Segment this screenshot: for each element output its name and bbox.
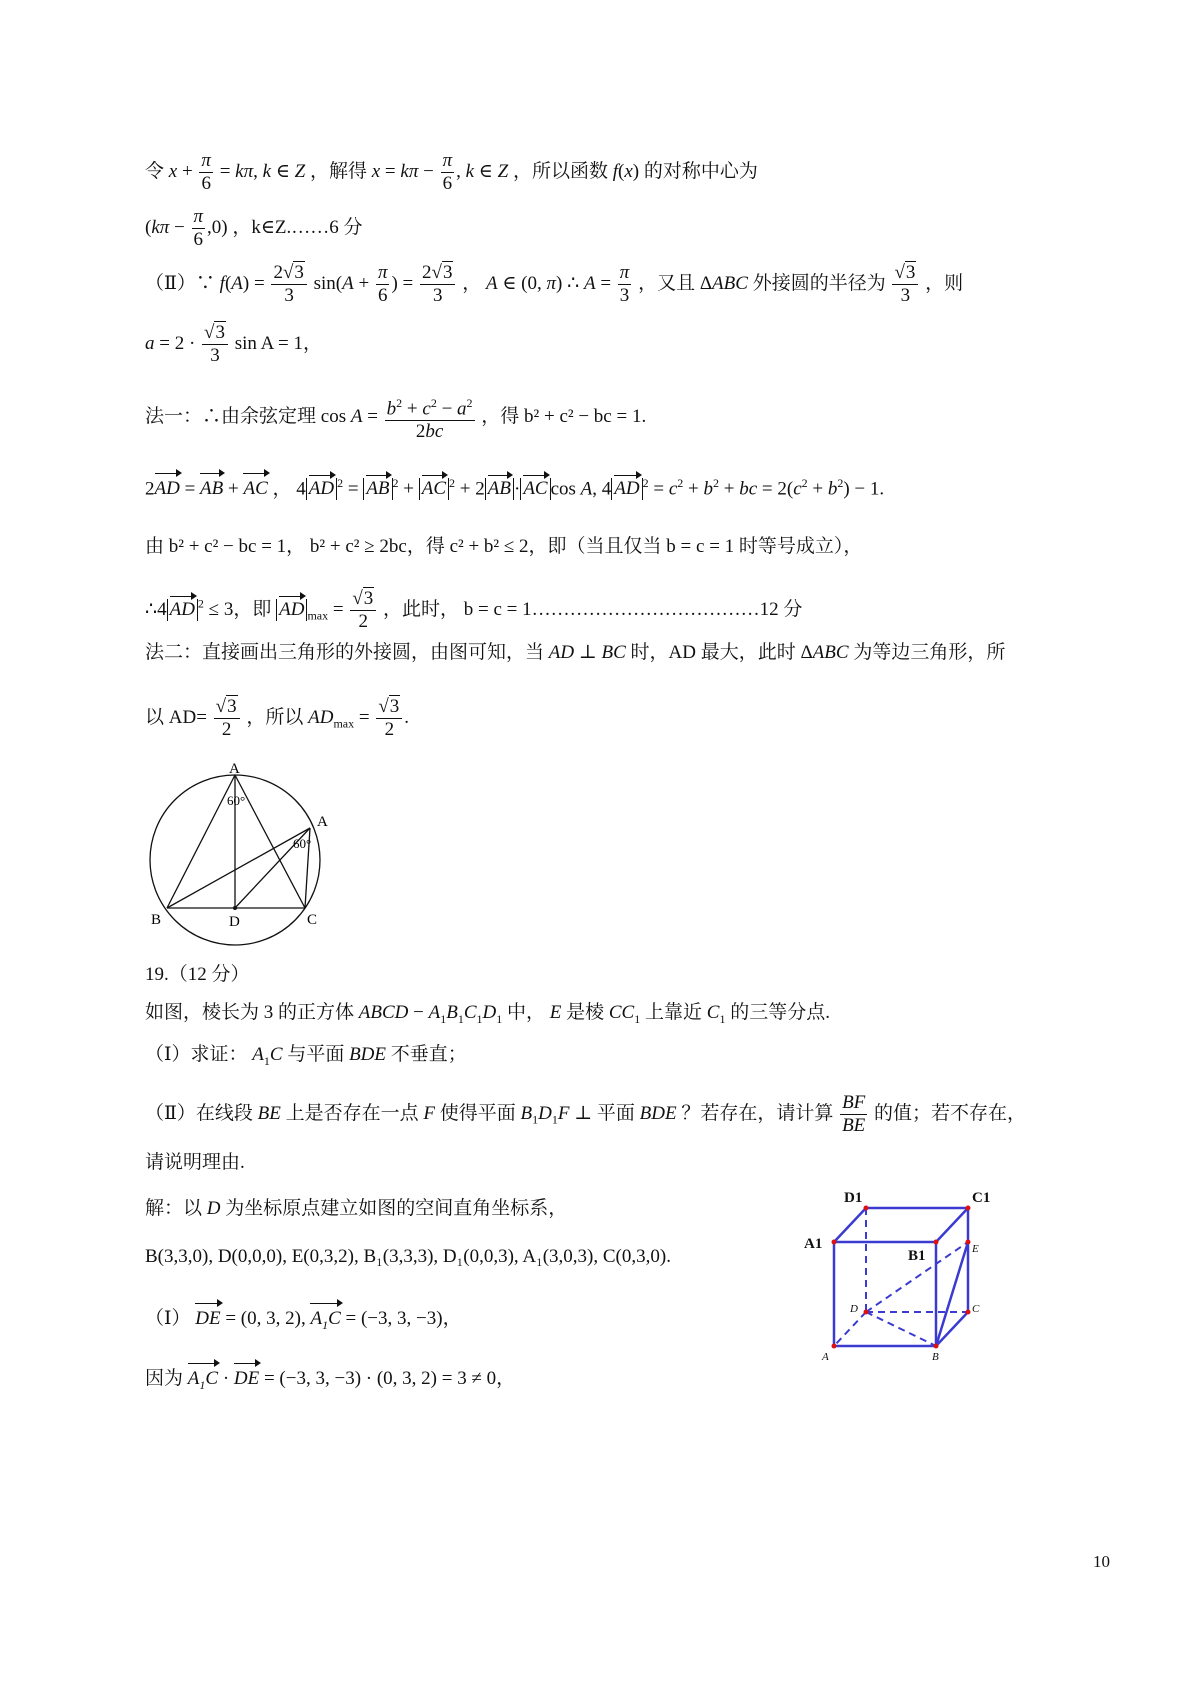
line-inequality: 由 b² + c² − bc = 1， b² + c² ≥ 2bc，得 c² + b² ≤ 2，即（当且仅当 b = c = 1 时等号成立）， (145, 536, 863, 557)
label-b1: B1 (908, 1248, 926, 1264)
line-side-a: a = 2 · $\frac{√3}{3}$ sin A = 1， (145, 322, 322, 366)
q19-statement: 如图，棱长为 3 的正方体 ABCD − $A_1B_1C_1D_1$ 中， E 是棱 $CC_1$ 上靠近 $C_1$ 的三等分点. (145, 1002, 830, 1026)
q19-part1: （Ⅰ）求证： $A_1C$ 与平面 BDE 不垂直； (145, 1044, 467, 1068)
solution-dot-product: 因为 $A_1C$ · DE = (−3, 3, −3) · (0, 3, 2) = 3 ≠ 0， (145, 1366, 515, 1398)
label-d: D (229, 914, 240, 930)
line-symmetry-center: 令 x + $\frac{\pi}{6}$ = kπ, k ∈ Z ，解得 x = kπ − $\frac{\pi}{6}$ , k ∈ Z ，所以函数 f(x) 的对称中心为 (145, 150, 758, 194)
line-ad-max: ∴4 AD $^2$ ≤ 3，即 AD $_{max}$ = $\frac{√3}{2}$ ，此时， b = c = 1………………………………12 分 (145, 588, 803, 632)
angle-60-right: 60° (293, 836, 312, 851)
q19-part2: （Ⅱ）在线段 BE 上是否存在一点 F 使得平面 $B_1D_1F$ ⊥ 平面 BDE ？若存在，请计算 $\frac{BF}{BE}$ 的值；若不存在， (145, 1092, 1027, 1136)
line-method1-cosine: 法一：∴由余弦定理 cos A = $\frac{b^2 + c^2 - a^2}{2bc}$ ，得 b² + c² − bc = 1. (145, 392, 646, 443)
line-part2-fa: （Ⅱ）∵ f(A) = $\frac{2√3}{3}$ sin(A + $\frac{\pi}{6}$ ) = $\frac{2√3}{3}$ ， A ∈ (0, π) ∴ A = $\frac{\pi}{3}$ ，又且 ΔABC 外接圆的半径为 $\frac{√3}{3}$ ，则 (145, 262, 964, 306)
line-method2: 法二：直接画出三角形的外接圆，由图可知，当 AD ⊥ BC 时，AD 最大，此时 ΔABC 为等边三角形，所 (145, 642, 1006, 663)
label-d: D (850, 1303, 858, 1315)
label-d1: D1 (844, 1190, 863, 1206)
cube-figure (800, 1178, 1070, 1388)
solution-coords: B(3,3,0), D(0,0,0), E(0,3,2), B₁(3,3,3), D₁(0,0,3), A₁(3,0,3), C(0,3,0). (145, 1246, 671, 1267)
line-method2-result: 以 AD= $\frac{√3}{2}$ ，所以 $AD_{max}$ = $\frac{√3}{2}$ . (145, 696, 410, 740)
label-c: C (307, 912, 318, 928)
page-number: 10 (1093, 1552, 1110, 1571)
solution-part1-vectors: （Ⅰ） DE = (0, 3, 2), $A_1C = (-3$, 3, −3)， (145, 1306, 462, 1338)
q19-title: 19.（12 分） (145, 964, 250, 985)
label-b: B (151, 912, 162, 928)
label-b: B (932, 1351, 939, 1363)
label-a1: A1 (804, 1236, 823, 1252)
line-center-value: (kπ − $\frac{\pi}{6}$ ,0) ，k∈Z.……6 分 (145, 206, 363, 250)
solution-intro: 解：以 D 为坐标原点建立如图的空间直角坐标系， (145, 1198, 568, 1219)
circumcircle-figure (145, 760, 355, 960)
q19-part2-end: 请说明理由. (145, 1152, 245, 1173)
label-c1: C1 (972, 1190, 991, 1206)
line-vector-ad: 2AD = AB + AC ， 4 AD $^2$ = AB $^2$ + AC $^2$ + 2 AB · AC cos A, 4 AD $^2 = c^2 + b^2$ + bc = $2(c^2 + b^2) - 1$. (145, 470, 884, 502)
angle-60-top: 60° (227, 793, 246, 808)
label-a-top: A (229, 761, 240, 777)
label-c: C (972, 1303, 980, 1315)
label-a: A (822, 1351, 829, 1363)
label-e: E (972, 1243, 979, 1255)
label-a-right: A (317, 814, 328, 830)
